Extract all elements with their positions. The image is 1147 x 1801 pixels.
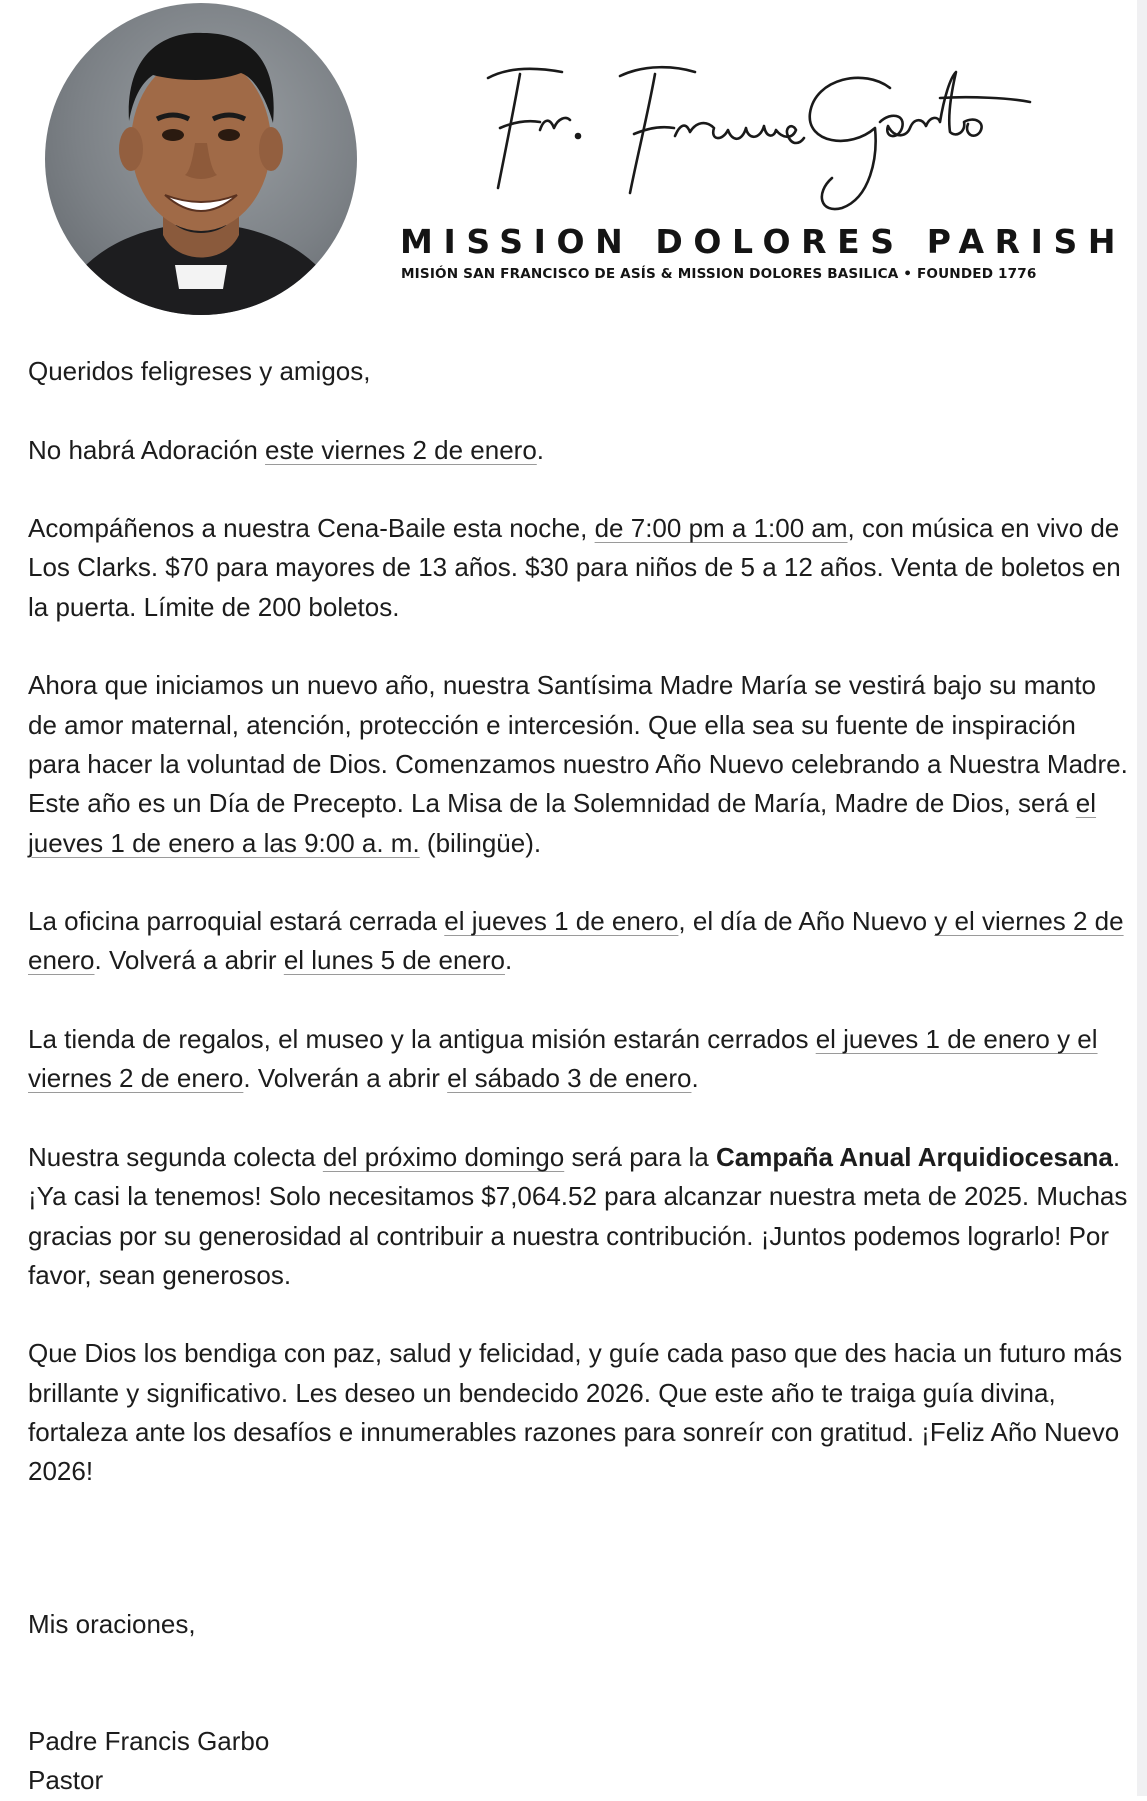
signature-logo — [470, 58, 1070, 218]
signer-name: Padre Francis Garbo — [28, 1726, 270, 1756]
campaign-name: Campaña Anual Arquidiocesana — [715, 1141, 1113, 1172]
paragraph-office-closure: La oficina parroquial estará cerrada el jueves 1 de enero, el día de Año Nuevo y el viernes 2 de enero. Volverá a abrir el lunes 5 de enero. — [28, 906, 1124, 976]
paragraph-gift-shop-closure: La tienda de regalos, el museo y la antigua misión estarán cerrados el jueves 1 de enero y el viernes 2 de enero. Volverán a abrir el sábado 3 de enero. — [28, 1024, 1098, 1094]
paragraph-collection: Nuestra segunda colecta del próximo domingo será para la Campaña Anual Arquidiocesana. ¡Ya casi la tenemos! Solo necesitamos $7,064.52 para alcanzar nuestra meta de 2025. Muchas gracias por su generosidad al contribuir a nuestra contribución. ¡Juntos podemos lograrlo! Por favor, sean generosos. — [28, 1141, 1128, 1290]
paragraph-adoration: No habrá Adoración este viernes 2 de enero. — [28, 434, 545, 465]
greeting: Queridos feligreses y amigos, — [28, 356, 371, 386]
signer-title: Pastor — [28, 1765, 104, 1796]
parish-name: MISSION DOLORES PARISH — [400, 222, 1127, 261]
date-link[interactable]: el sábado 3 de enero — [447, 1063, 692, 1094]
paragraph-blessing: Que Dios los bendiga con paz, salud y felicidad, y guíe cada paso que des hacia un futuro más brillante y significativo. Les deseo un bendecido 2026. Que este año te traiga guía divina, fortaleza ante los desafíos e innumerables razones para sonreír con gratitud. ¡Feliz Año Nuevo 2026! — [28, 1338, 1123, 1487]
paragraph-dinner-dance: Acompáñenos a nuestra Cena-Baile esta noche, de 7:00 pm a 1:00 am, con música en vivo de Los Clarks. $70 para mayores de 13 años. $30 para niños de 5 a 12 años. Venta de boletos en la puerta. Límite de 200 boletos. — [28, 513, 1121, 622]
closing — [28, 1605, 196, 1644]
scrollbar[interactable] — [1137, 0, 1147, 1796]
date-link[interactable]: y el viernes 2 de enero — [28, 906, 1124, 976]
letter-header — [0, 0, 1147, 320]
letter-body — [28, 352, 1128, 1531]
closing-text: Mis oraciones, — [28, 1609, 196, 1639]
paragraph-solemnity: Ahora que iniciamos un nuevo año, nuestra Santísima Madre María se vestirá bajo su manto de amor maternal, atención, protección e intercesión. Que ella sea su fuente de inspiración para hacer la voluntad de Dios. Comenzamos nuestro Año Nuevo celebrando a Nuestra Madre. Este año es un Día de Precepto. La Misa de la Solemnidad de María, Madre de Dios, será el jueves 1 de enero a las 9:00 a. m. (bilingüe). — [28, 670, 1128, 858]
signature-block — [28, 1722, 269, 1801]
date-link[interactable]: el jueves 1 de enero y el viernes 2 de enero — [28, 1024, 1098, 1094]
parish-subtitle: MISIÓN SAN FRANCISCO DE ASÍS & MISSION DOLORES BASILICA • FOUNDED 1776 — [401, 266, 1037, 282]
date-link[interactable]: el jueves 1 de enero a las 9:00 a. m. — [28, 788, 1097, 858]
date-link[interactable]: el jueves 1 de enero — [444, 906, 679, 937]
date-link[interactable]: de 7:00 pm a 1:00 am — [594, 513, 848, 544]
date-link[interactable]: este viernes 2 de enero — [265, 434, 537, 465]
date-link[interactable]: el lunes 5 de enero — [283, 945, 505, 976]
date-link[interactable]: del próximo domingo — [322, 1141, 565, 1172]
pastor-portrait — [45, 3, 357, 315]
